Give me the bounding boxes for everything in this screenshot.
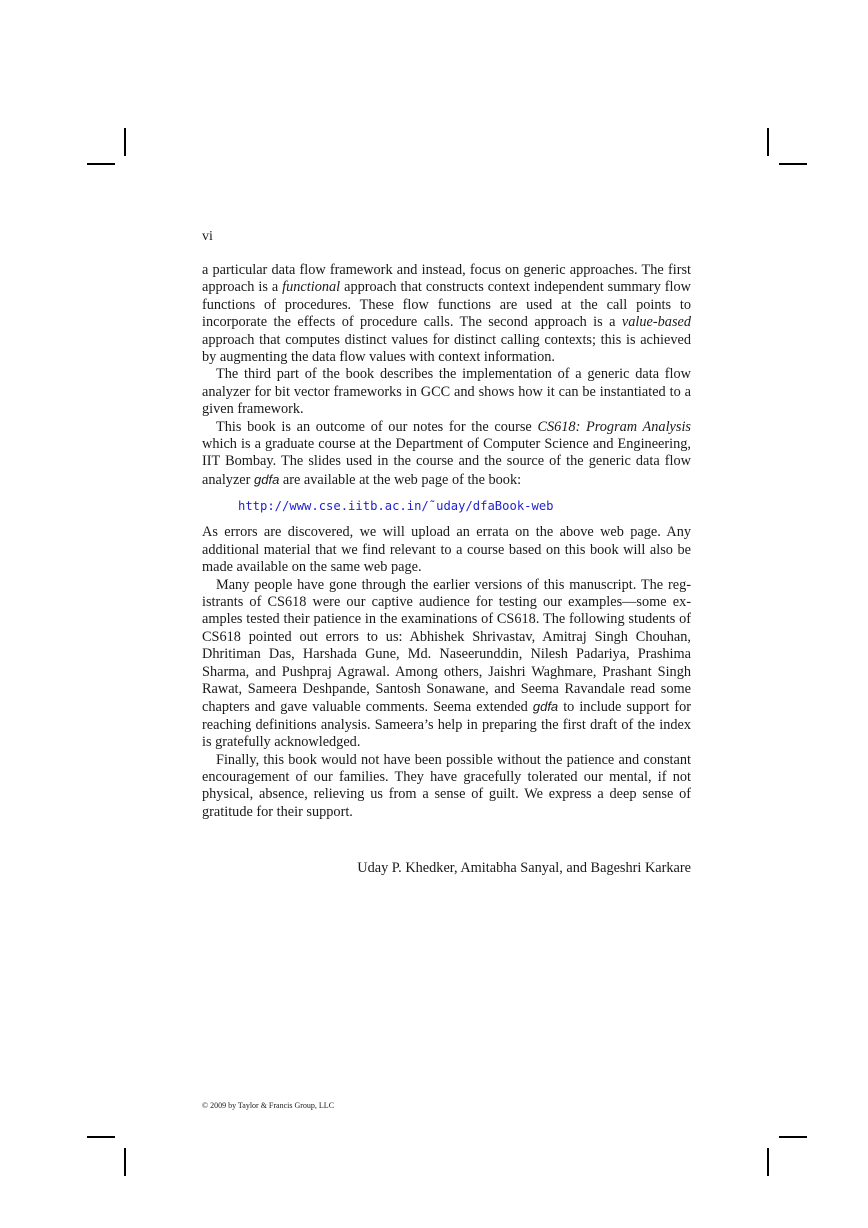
tool-name-gdfa: gdfa xyxy=(254,471,280,487)
paragraph-text: Many people have gone through the earlier versions of this manuscript. The registrants of CS618 were our captive audience for testing our examples—some examples tested their patience in the examinations of CS618. The following students of CS618 pointed out errors to us: Abhishek Shrivastav, Amitraj Singh Chouhan, Dhritiman Das, Harshada Gune, Md. Naseerunddin, Nilesh Padariya, Prashima Sharma, and Pushpraj Agrawal. Among others, Jaishri Waghmare, Prashant Singh Rawat, Sameera Deshpande, Santosh Sonawane, and Seema Ravandale read some chapters and gave valuable comments. Seema extended xyxy=(202,576,691,716)
paragraph-text: approach that computes distinct values for distinct calling contexts; this is achieved by augmenting the data flow values with context information. xyxy=(202,331,691,366)
copyright-notice: © 2009 by Taylor & Francis Group, LLC xyxy=(202,1101,335,1110)
crop-mark-top-left-vertical xyxy=(124,128,126,156)
page-number: vi xyxy=(202,229,213,244)
crop-mark-bottom-right-horizontal xyxy=(779,1136,807,1138)
emphasis-value-based: value-based xyxy=(621,314,691,331)
preface-body xyxy=(202,262,691,821)
paragraph-text: to include support for reaching definitions analysis. Sameera’s help in preparing the first draft of the index is gratefully acknowledged. xyxy=(202,699,691,751)
course-title: CS618: Program Analysis xyxy=(537,418,691,435)
crop-mark-bottom-left-vertical xyxy=(124,1148,126,1176)
paragraph-text: approach that constructs context independent summary flow functions of procedures. These flow functions are used at the call points to incorporate the effects of procedure calls. The second approach is a xyxy=(202,279,692,331)
paragraph-course-notes xyxy=(202,419,691,490)
book-web-url[interactable]: http://www.cse.iitb.ac.in/˜uday/dfaBook-web xyxy=(238,499,554,514)
paragraph-third-part: The third part of the book describes the implementation of a generic data flow analyzer for bit vector frameworks in GCC and shows how it can be instantiated to a given framework. xyxy=(202,366,691,418)
crop-mark-top-left-horizontal xyxy=(87,163,115,165)
crop-mark-top-right-vertical xyxy=(767,128,769,156)
crop-mark-bottom-right-vertical xyxy=(767,1148,769,1176)
paragraph-families: Finally, this book would not have been possible without the patience and constant encouragement of our families. They have gracefully tolerated our mental, if not physical, absence, relieving us from a sense of guilt. We express a deep sense of gratitude for their support. xyxy=(202,751,691,820)
paragraph-acknowledgements xyxy=(202,577,691,752)
author-signature: Uday P. Khedker, Amitabha Sanyal, and Bageshri Karkare xyxy=(357,860,691,876)
paragraph-text: This book is an outcome of our notes for the course xyxy=(216,418,538,435)
paragraph-text: a particular data flow framework and instead, focus on generic approaches. The first approach is a xyxy=(202,262,691,296)
emphasis-functional: functional xyxy=(282,279,341,296)
paragraph-text: are available at the web page of the book: xyxy=(279,471,522,488)
crop-mark-bottom-left-horizontal xyxy=(87,1136,115,1138)
paragraph-text: which is a graduate course at the Department of Computer Science and Engineering, IIT Bombay. The slides used in the course and the source of the generic data flow analyzer xyxy=(202,436,691,488)
tool-name-gdfa: gdfa xyxy=(532,699,559,715)
paragraph-errata: As errors are discovered, we will upload an errata on the above web page. Any additional material that we find relevant to a course based on this book will also be made available on the same web page. xyxy=(202,524,691,576)
paragraph-approaches xyxy=(202,262,691,366)
crop-mark-top-right-horizontal xyxy=(779,163,807,165)
